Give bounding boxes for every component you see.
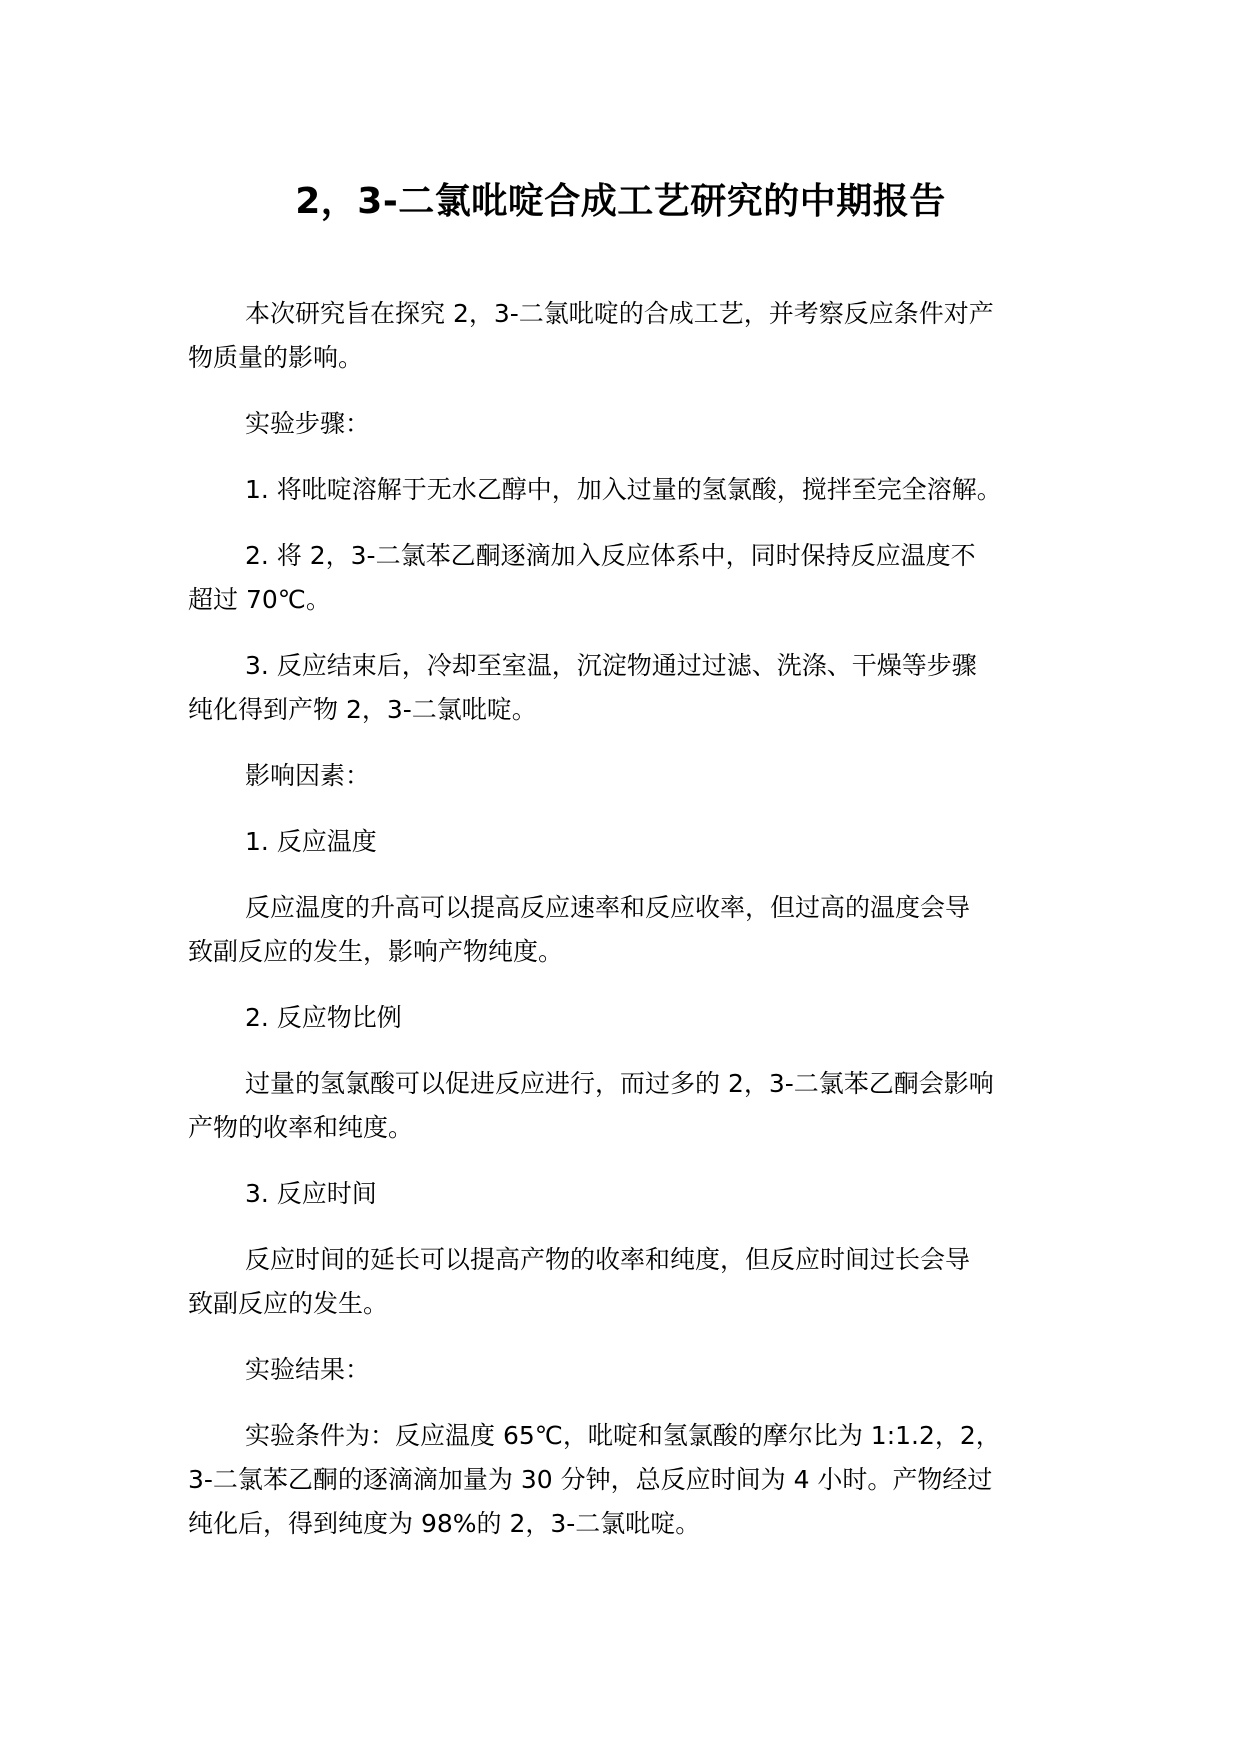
paragraph-line: 实验结果： [245,1355,371,1384]
paragraph-line: 致副反应的发生，影响产物纯度。 [188,937,564,966]
paragraph [188,1414,1078,1546]
paragraph [188,1348,1078,1392]
paragraph-line: 实验条件为：反应温度 65℃，吡啶和氢氯酸的摩尔比为 1:1.2，2， [245,1421,1001,1450]
paragraph [188,820,1078,864]
paragraph-line: 1. 反应温度 [245,827,377,856]
paragraph-line: 纯化后，得到纯度为 98%的 2，3-二氯吡啶。 [188,1509,701,1538]
paragraph-line: 2. 将 2，3-二氯苯乙酮逐滴加入反应体系中，同时保持反应温度不 [245,541,976,570]
paragraph-line: 超过 70℃。 [188,585,331,614]
paragraph [188,1062,1078,1150]
paragraph-line: 纯化得到产物 2，3-二氯吡啶。 [188,695,537,724]
paragraph-line: 反应时间的延长可以提高产物的收率和纯度，但反应时间过长会导 [245,1245,971,1274]
paragraph [188,534,1078,622]
paragraph [188,1172,1078,1216]
paragraph-line: 本次研究旨在探究 2，3-二氯吡啶的合成工艺，并考察反应条件对产 [245,299,994,328]
paragraph [188,468,1078,512]
paragraph [188,644,1078,732]
paragraph [188,402,1078,446]
paragraph-line: 过量的氢氯酸可以促进反应进行，而过多的 2，3-二氯苯乙酮会影响 [245,1069,994,1098]
paragraph-line: 2. 反应物比例 [245,1003,402,1032]
paragraph [188,886,1078,974]
paragraph-line: 3. 反应时间 [245,1179,377,1208]
paragraph [188,1238,1078,1326]
paragraph [188,292,1078,380]
paragraph-line: 3-二氯苯乙酮的逐滴滴加量为 30 分钟，总反应时间为 4 小时。产物经过 [188,1465,993,1494]
document-title: 2，3-二氯吡啶合成工艺研究的中期报告 [295,181,946,222]
paragraph-line: 影响因素： [245,761,371,790]
paragraph-line: 3. 反应结束后，冷却至室温，沉淀物通过过滤、洗涤、干燥等步骤 [245,651,977,680]
document-body [188,292,1078,1568]
paragraph-line: 反应温度的升高可以提高反应速率和反应收率，但过高的温度会导 [245,893,971,922]
paragraph-line: 致副反应的发生。 [188,1289,389,1318]
paragraph-line: 1. 将吡啶溶解于无水乙醇中，加入过量的氢氯酸，搅拌至完全溶解。 [245,475,1002,504]
paragraph-line: 产物的收率和纯度。 [188,1113,414,1142]
paragraph-line: 物质量的影响。 [188,343,364,372]
paragraph [188,996,1078,1040]
paragraph [188,754,1078,798]
paragraph-line: 实验步骤： [245,409,371,438]
